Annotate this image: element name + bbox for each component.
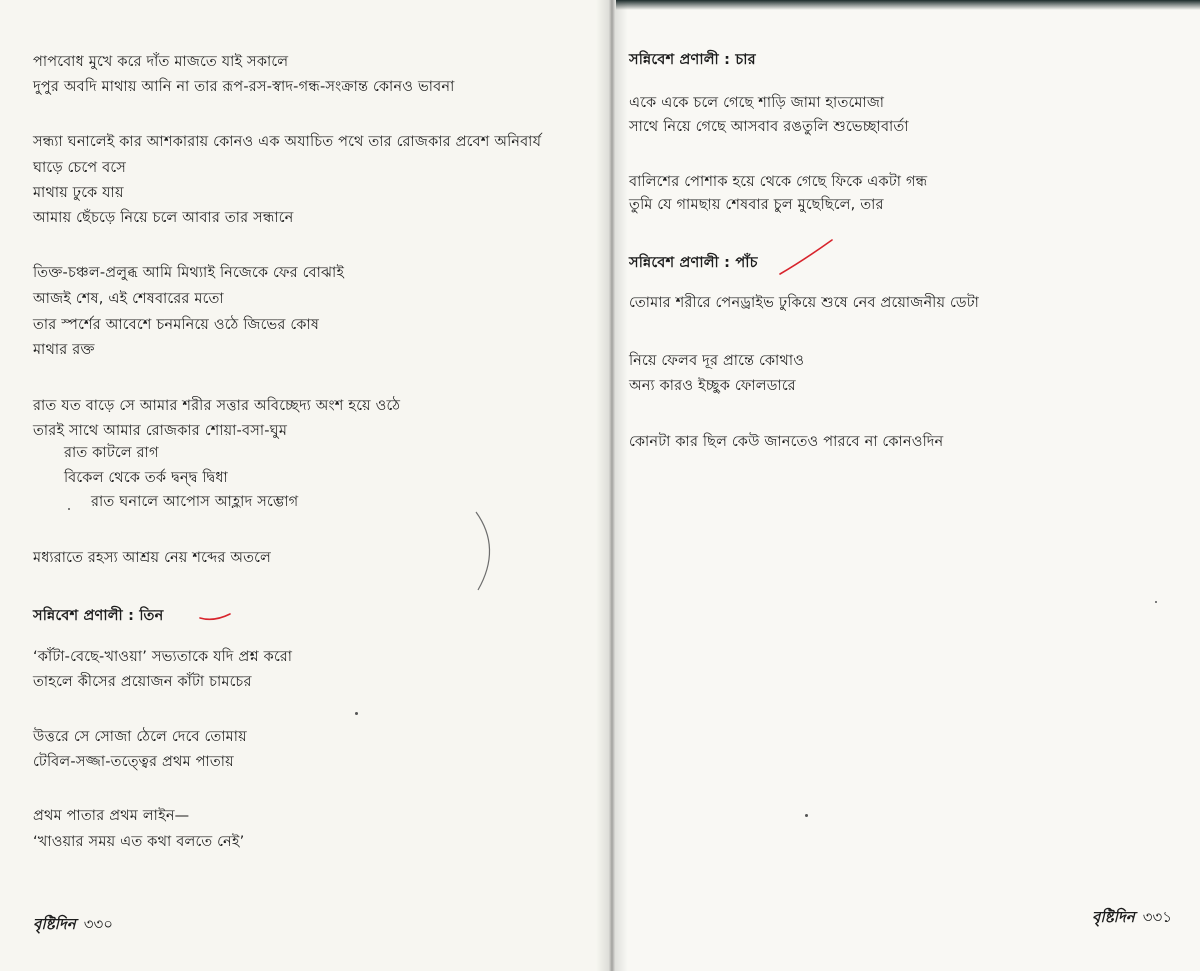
poem-line: আমায় ছেঁচড়ে নিয়ে চলে আবার তার সন্ধানে (33, 210, 294, 226)
page-footer-right (1092, 906, 1172, 931)
poem-line: তোমার শরীরে পেনড্রাইভ ঢুকিয়ে শুষে নেব প্রয়োজনীয় ডেটা (629, 295, 980, 311)
paper-speck (68, 508, 70, 510)
poem-line: তারই সাথে আমার রোজকার শোয়া-বসা-ঘুম (33, 423, 288, 439)
poem-line-indented: রাত কাটলে রাগ (64, 445, 159, 461)
poem-line: টেবিল-সজ্জা-তত্ত্বের প্রথম পাতায় (33, 754, 234, 770)
poem-line: সন্ধ্যা ঘনালেই কার আশকারায় কোনও এক অযাচিত পথে তার রোজকার প্রবেশ অনিবার্য (33, 134, 542, 150)
paper-speck (805, 814, 808, 817)
poem-line: মাথায় ঢুকে যায় (33, 185, 124, 201)
pencil-arc-mark (468, 508, 504, 594)
book-title: বৃষ্টিদিন (1092, 908, 1135, 926)
poem-line-indented: বিকেল থেকে তর্ক দ্বন্দ্ব দ্বিধা (64, 470, 228, 486)
poem-line: ঘাড়ে চেপে বসে (33, 160, 127, 176)
poem-line: নিয়ে ফেলব দূর প্রান্তে কোথাও (629, 353, 805, 369)
poem-line: দুপুর অবদি মাথায় আনি না তার রূপ-রস-স্বাদ-গন্ধ-সংক্রান্ত কোনও ভাবনা (33, 79, 455, 95)
poem-line: তিক্ত-চঞ্চল-প্রলুব্ধ আমি মিথ্যাই নিজেকে ফের বোঝাই (33, 265, 345, 281)
poem-line: প্রথম পাতার প্রথম লাইন— (33, 808, 190, 824)
poem-line: পাপবোধ মুখে করে দাঁত মাজতে যাই সকালে (33, 54, 289, 70)
poem-line: বালিশের পোশাক হয়ে থেকে গেছে ফিকে একটা গন্ধ (629, 174, 928, 190)
poem-line: মাথার রক্ত (33, 342, 95, 358)
book-title: বৃষ্টিদিন (33, 915, 76, 933)
scan-edge (616, 0, 1200, 10)
page-number: ৩৩০ (83, 915, 114, 933)
poem-line: ‘খাওয়ার সময় এত কথা বলতে নেই’ (33, 834, 245, 850)
poem-line: তাহলে কীসের প্রয়োজন কাঁটা চামচের (33, 674, 252, 690)
poem-line-indented: রাত ঘনালে আপোস আহ্লাদ সম্ভোগ (91, 494, 299, 510)
poem-line: একে একে চলে গেছে শাড়ি জামা হাতমোজা (629, 95, 885, 111)
poem-line: আজই শেষ, এই শেষবারের মতো (33, 291, 224, 307)
section-heading: সন্নিবেশ প্রণালী : চার (629, 52, 756, 68)
page-number: ৩৩১ (1142, 908, 1173, 926)
poem-line: রাত যত বাড়ে সে আমার শরীর সত্তার অবিচ্ছেদ্য অংশ হয়ে ওঠে (33, 398, 401, 414)
poem-line: কোনটা কার ছিল কেউ জানতেও পারবে না কোনওদিন (629, 434, 944, 450)
poem-line: অন্য কারও ইচ্ছুক ফোলডারে (629, 378, 796, 394)
red-pen-mark (774, 234, 838, 280)
section-heading: সন্নিবেশ প্রণালী : পাঁচ (629, 255, 758, 271)
poem-line: তুমি যে গামছায় শেষবার চুল মুছেছিলে, তার (629, 197, 884, 213)
page-footer-left (33, 913, 113, 938)
poem-line: ‘কাঁটা-বেছে-খাওয়া’ সভ্যতাকে যদি প্রশ্ন করো (33, 649, 293, 665)
red-pen-mark (196, 610, 236, 626)
poem-line: উত্তরে সে সোজা ঠেলে দেবে তোমায় (33, 729, 247, 745)
paper-speck (1155, 601, 1157, 603)
poem-line: তার স্পর্শের আবেশে চনমনিয়ে ওঠে জিভের কোষ (33, 317, 320, 333)
book-gutter (596, 0, 628, 971)
paper-speck (355, 712, 358, 715)
section-heading: সন্নিবেশ প্রণালী : তিন (33, 608, 164, 624)
poem-line: মধ্যরাতে রহস্য আশ্রয় নেয় শব্দের অতলে (33, 550, 271, 566)
poem-line: সাথে নিয়ে গেছে আসবাব রঙতুলি শুভেচ্ছাবার্তা (629, 119, 909, 135)
right-page (612, 0, 1200, 971)
